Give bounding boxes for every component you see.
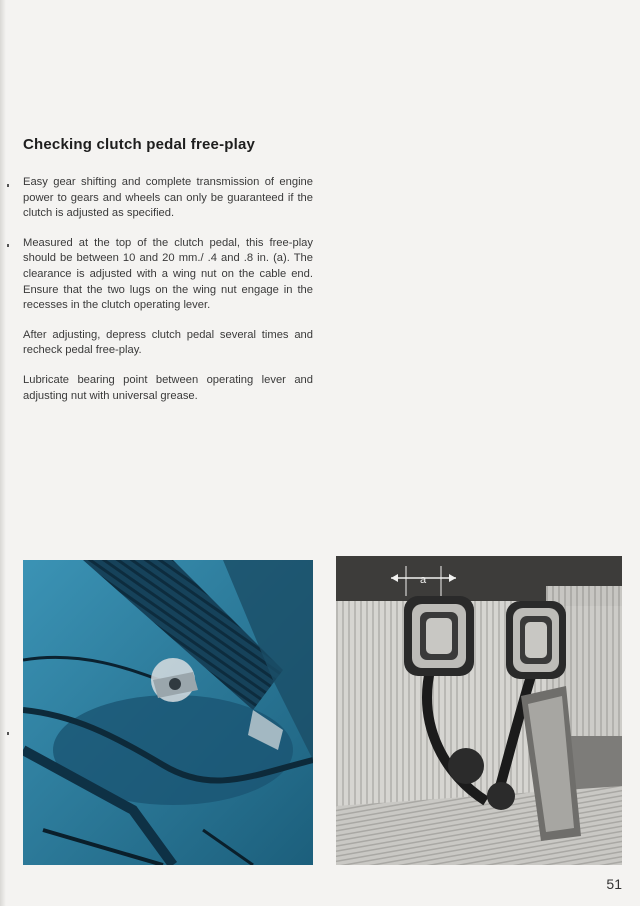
clutch-lever-photo [23,560,313,865]
pedal-cluster-photo [336,556,622,865]
pedal-cluster-illustration [336,556,622,865]
paragraph-measurement: Measured at the top of the clutch pedal, this free-play should be between 10 and 20 mm./ .4 and .8 in. (a). The clearance is adjusted with a wing nut on the cable end. Ensure that the two lugs on the wing nut engage in the recesses in the clutch operating lever. [23,236,313,312]
page-edge [0,0,6,906]
paragraph-intro: Easy gear shifting and complete transmission of engine power to gears and wheels can only be guaranteed if the clutch is adjusted as specified. [23,176,313,220]
body-text [23,175,313,418]
section-heading: Checking clutch pedal free-play [23,136,256,153]
margin-mark [7,184,9,187]
margin-mark [7,244,9,247]
free-play-label: a [420,574,427,586]
paragraph-recheck: After adjusting, depress clutch pedal several times and recheck pedal free-play. [23,328,313,357]
paragraph-lubricate: Lubricate bearing point between operating lever and adjusting nut with universal grease. [23,373,313,402]
clutch-lever-illustration [23,560,313,865]
margin-mark [7,732,9,735]
page-number: 51 [606,876,622,892]
